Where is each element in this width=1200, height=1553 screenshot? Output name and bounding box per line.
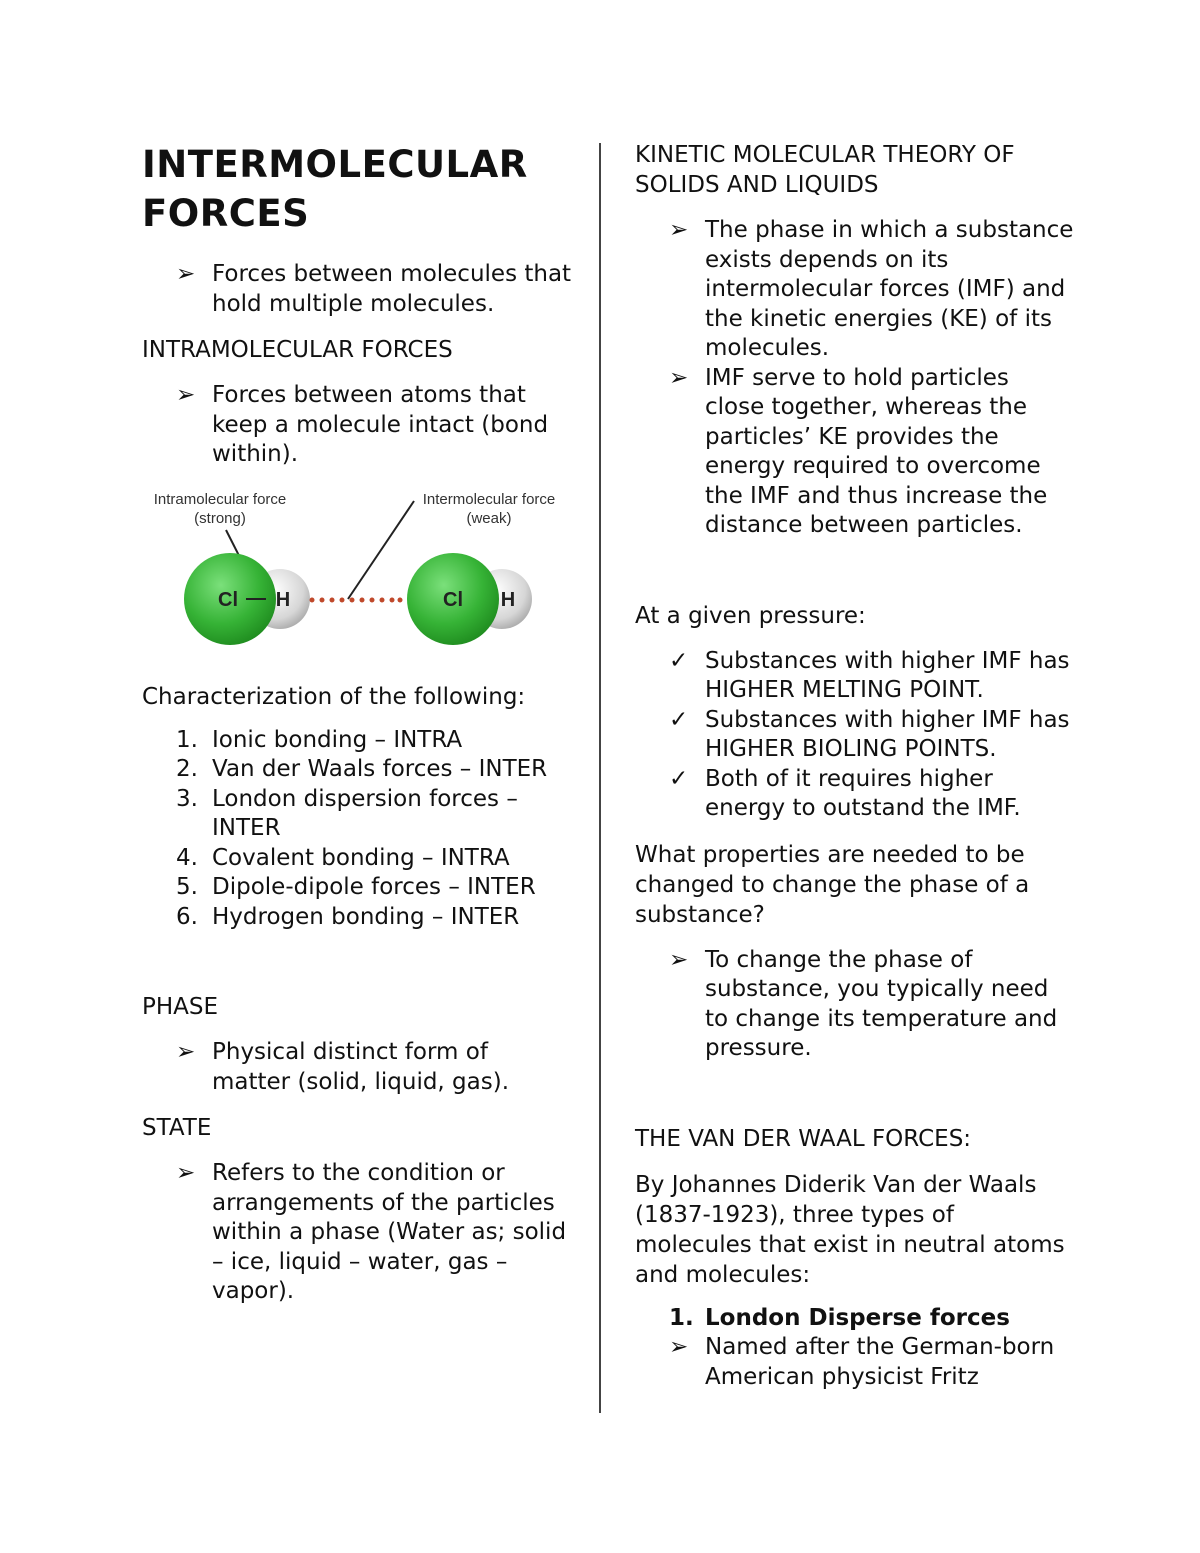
intra-label-line1: Intramolecular force xyxy=(153,490,287,508)
list-item: 2. Van der Waals forces – INTER xyxy=(176,756,548,782)
arrow-bullet-icon: ➢ xyxy=(669,364,689,391)
bullet-item xyxy=(635,946,1075,1064)
arrow-bullet-icon: ➢ xyxy=(669,217,689,243)
bullet-item xyxy=(635,364,1075,541)
inter-label-line2: (weak) xyxy=(466,509,512,527)
section-heading: THE VAN DER WAAL FORCES: xyxy=(635,1125,972,1152)
list-item: 1. Ionic bonding – INTRA xyxy=(176,726,463,753)
section-heading: At a given pressure: xyxy=(635,602,866,629)
bullet-text: Named after the German-born American physicist Fritz xyxy=(705,1334,1055,1390)
section-heading: PHASE xyxy=(142,994,219,1020)
section-heading: Characterization of the following: xyxy=(142,683,526,710)
item-number: 1. xyxy=(669,1304,694,1331)
bullet-text: Physical distinct form of matter (solid, liquid, gas). xyxy=(212,1039,510,1095)
question-paragraph: What properties are needed to be changed to change the phase of a substance? xyxy=(635,841,1030,928)
check-icon: ✓ xyxy=(669,765,689,792)
arrow-bullet-icon: ➢ xyxy=(176,261,196,287)
dotted-interaction xyxy=(310,597,403,602)
bullet-item xyxy=(142,1159,572,1307)
list-item: 4. Covalent bonding – INTRA xyxy=(176,844,510,871)
bullet-text: IMF serve to hold particles close together, whereas the particles’ KE provides the energy required to overcome the IMF and thus increase the distance between particles. xyxy=(705,364,1048,538)
section-heading: STATE xyxy=(142,1115,212,1141)
check-list xyxy=(635,647,1075,824)
arrow-bullet-icon: ➢ xyxy=(669,946,689,973)
vdw-paragraph: By Johannes Diderik Van der Waals (1837-1923), three types of molecules that exist in neutral atoms and molecules: xyxy=(635,1171,1065,1288)
bullet-text: Forces between atoms that keep a molecule intact (bond within). xyxy=(212,382,549,467)
numbered-item xyxy=(635,1304,1075,1334)
hcl-molecule-figure xyxy=(142,486,562,656)
h-label-1: H xyxy=(275,588,291,611)
bullet-text: To change the phase of substance, you typically need to change its temperature and pressure. xyxy=(705,946,1058,1061)
check-icon: ✓ xyxy=(669,647,689,674)
bullet-text: Refers to the condition or arrangements of the particles within a phase (Water as; solid – ice, liquid – water, gas – vapor). xyxy=(212,1160,567,1304)
bullet-item xyxy=(635,216,1075,364)
intra-label-line2: (strong) xyxy=(194,509,246,527)
arrow-bullet-icon: ➢ xyxy=(176,1160,196,1186)
bullet-text: The phase in which a substance exists depends on its intermolecular forces (IMF) and the kinetic energies (KE) of its molecules. xyxy=(705,217,1074,361)
bullet-item xyxy=(142,1038,572,1097)
section-heading: KINETIC MOLECULAR THEORY OF SOLIDS AND LIQUIDS xyxy=(635,142,1015,198)
check-icon: ✓ xyxy=(669,706,689,733)
bullet-text: Forces between molecules that hold multiple molecules. xyxy=(212,261,572,317)
right-column xyxy=(635,140,1075,1392)
inter-pointer-line xyxy=(348,501,414,599)
cl-label-1: Cl xyxy=(218,588,238,611)
list-item: 6. Hydrogen bonding – INTER xyxy=(176,903,520,930)
column-divider xyxy=(599,143,601,1413)
left-column xyxy=(142,140,572,1307)
arrow-bullet-icon: ➢ xyxy=(669,1334,689,1360)
list-item: 5. Dipole-dipole forces – INTER xyxy=(176,874,536,900)
bullet-item xyxy=(142,381,572,470)
section-heading: INTRAMOLECULAR FORCES xyxy=(142,337,453,363)
arrow-bullet-icon: ➢ xyxy=(176,1039,196,1065)
h-label-2: H xyxy=(500,588,516,611)
check-item: ✓ Substances with higher IMF has HIGHER MELTING POINT. xyxy=(669,647,1070,703)
check-item: ✓ Substances with higher IMF has HIGHER BIOLING POINTS. xyxy=(669,706,1070,762)
inter-label-line1: Intermolecular force xyxy=(422,490,556,508)
bullet-item xyxy=(142,260,572,319)
hcl-diagram xyxy=(142,486,572,661)
arrow-bullet-icon: ➢ xyxy=(176,382,196,408)
list-item: 3. London dispersion forces – INTER xyxy=(176,785,518,841)
bullet-item xyxy=(635,1333,1075,1392)
cl-label-2: Cl xyxy=(443,588,463,611)
characterization-list xyxy=(142,726,572,933)
check-item: ✓ Both of it requires higher energy to outstand the IMF. xyxy=(669,765,1021,821)
page-title: INTERMOLECULAR FORCES xyxy=(142,143,528,235)
item-title: London Disperse forces xyxy=(705,1304,1010,1331)
